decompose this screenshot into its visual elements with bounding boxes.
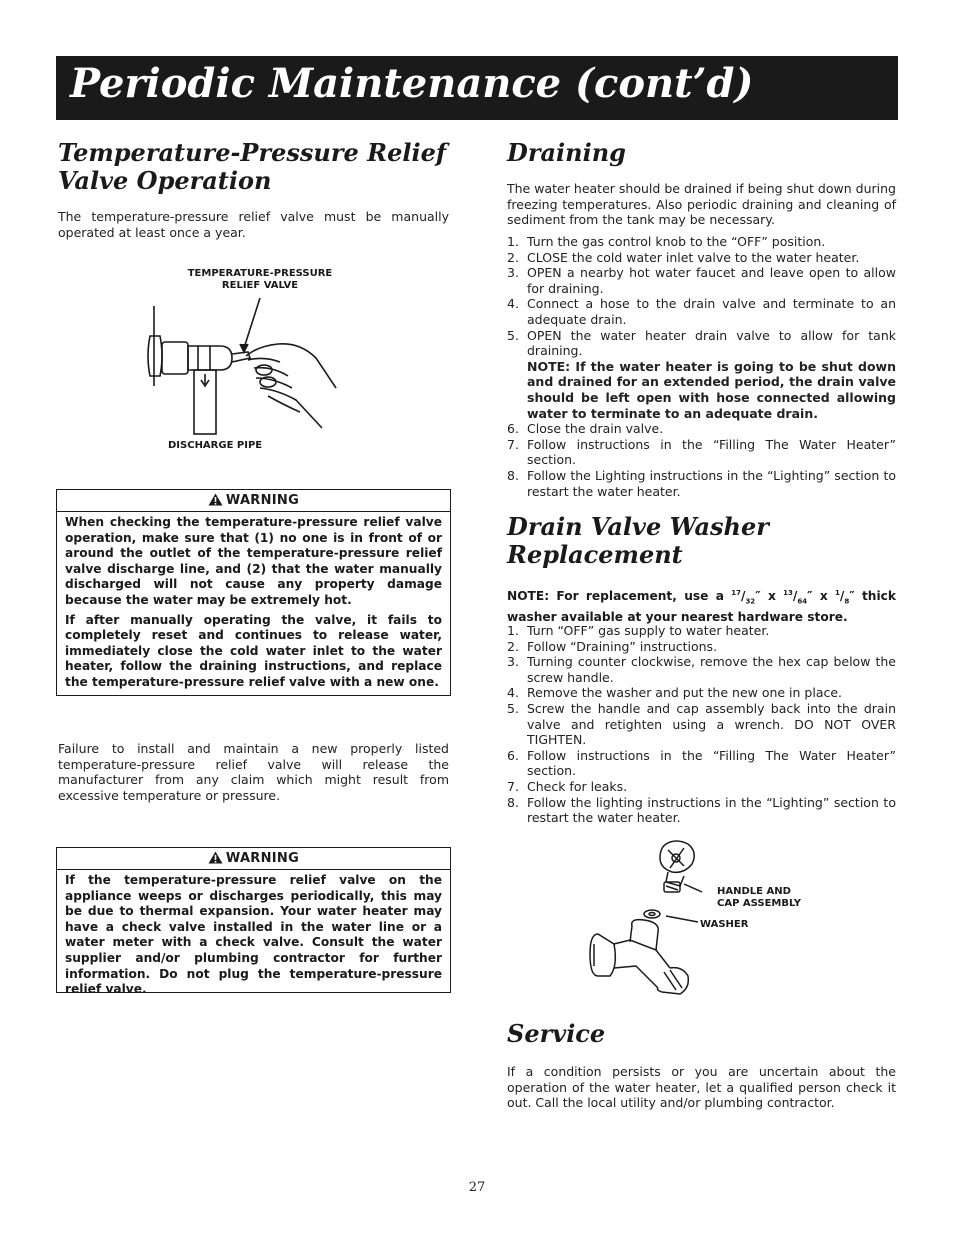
- tpr-intro: The temperature-pressure relief valve must be manually operated at least once a year.: [58, 209, 449, 240]
- list-item: 8. Follow the Lighting instructions in the “Lighting” section to restart the water heater.: [507, 467, 896, 499]
- warning-body-1: [57, 512, 450, 691]
- list-item: 6. Close the drain valve.: [507, 421, 664, 437]
- warning-box-1: [56, 489, 451, 696]
- washer-pointer-line: [666, 916, 698, 922]
- fig-label-handle-line1: HANDLE AND: [717, 886, 791, 897]
- fig-label-valve-line2: RELIEF VALVE: [221, 280, 299, 291]
- list-item: 5. Screw the handle and cap assembly back into the drain valve and retighten using a wrench. DO NOT OVER TIGHTEN.: [507, 700, 896, 748]
- list-item: 4. Remove the washer and put the new one in place.: [507, 685, 843, 701]
- relief-valve-illustration: [140, 296, 340, 436]
- list-item: 7. Follow instructions in the “Filling The Water Heater” section.: [507, 436, 896, 468]
- list-item: 3. OPEN a nearby hot water faucet and leave open to allow for draining.: [507, 265, 896, 296]
- washer-heading-line2: Replacement: [507, 540, 683, 569]
- warning-1-paragraph-2: If after manually operating the valve, it fails to completely reset and continues to release water, immediately close the cold water inlet to the water heater, follow the draining instructions, and replace the temperature-pressure relief valve with a new one.: [65, 612, 442, 689]
- fig-label-washer: WASHER: [700, 919, 749, 930]
- tpr-heading: [58, 139, 446, 195]
- list-item: 4. Connect a hose to the drain valve and terminate to an adequate drain.: [507, 296, 896, 327]
- fig-label-handle-line2: CAP ASSEMBLY: [717, 898, 802, 909]
- fig-label-valve: [150, 268, 370, 292]
- fig-label-handle: [717, 886, 801, 910]
- draining-intro: The water heater should be drained if being shut down during freezing temperatures. Also periodic draining and cleaning of sediment from the tank may be necessary.: [507, 181, 896, 227]
- warning-title-1: WARNING: [225, 493, 300, 508]
- page-banner: [56, 56, 898, 120]
- washer-heading-line1: Drain Valve Washer: [507, 512, 769, 541]
- washer-steps: [507, 623, 896, 826]
- list-item: 6. Follow instructions in the “Filling The Water Heater” section.: [507, 747, 896, 779]
- warning-triangle-icon: [208, 851, 223, 864]
- draining-steps: [507, 234, 896, 499]
- warning-1-paragraph-1: When checking the temperature-pressure relief valve operation, make sure that (1) no one is in front of or around the outlet of the temperature-pressure relief valve discharge line, and (2) that the water manually discharged will not cause any property damage because the water may be extremely hot.: [65, 515, 442, 607]
- warning-body-2: [57, 870, 450, 998]
- handle-pointer-line: [684, 884, 702, 892]
- warning-header-1: [57, 490, 450, 512]
- warning-header-2: [57, 848, 450, 870]
- tpr-heading-line1: Temperature-Pressure Relief: [58, 138, 447, 167]
- fig-label-valve-line1: TEMPERATURE-PRESSURE: [187, 268, 333, 279]
- warning-title-2: WARNING: [225, 851, 300, 866]
- list-item: 5. OPEN the water heater drain valve to allow for tank draining. NOTE: If the water heater is going to be shut down and drained for an extended period, the drain valve should be left open with hose connected allowing water to terminate to an adequate drain.: [507, 327, 896, 421]
- service-text: If a condition persists or you are uncertain about the operation of the water heater, let a qualified person check it out. Call the local utility and/or plumbing contractor.: [507, 1064, 896, 1110]
- draining-note: NOTE: If the water heater is going to be shut down and drained for an extended period, the drain valve should be left open with hose connected allowing water to terminate to an adequate drain.: [527, 358, 896, 421]
- list-item: 7. Check for leaks.: [507, 778, 628, 794]
- page-title: Periodic Maintenance (cont’d): [70, 60, 754, 107]
- tpr-heading-line2: Valve Operation: [58, 166, 272, 195]
- warning-box-2: [56, 847, 451, 997]
- fig-label-pipe: DISCHARGE PIPE: [168, 440, 263, 451]
- failure-text: Failure to install and maintain a new properly listed temperature-pressure relief valve will release the manufacturer from any claim which might result from excessive temperature or pressure.: [58, 741, 449, 803]
- warning-triangle-icon: [208, 493, 223, 506]
- warning-2-paragraph-1: If the temperature-pressure relief valve on the appliance weeps or discharges periodically, this may be due to thermal expansion. Your water heater may have a check valve installed in the water line or a water meter with a check valve. Consult the water supplier and/or plumbing contractor for further information. Do not plug the temperature-pressure relief valve.: [65, 873, 442, 997]
- list-item: 1. Turn “OFF” gas supply to water heater.: [507, 623, 770, 638]
- draining-heading: Draining: [507, 138, 626, 167]
- drain-valve-illustration: [580, 838, 720, 998]
- washer-note: NOTE: For replacement, use a $^{17}/_{32}''$ x $^{13}/_{64}''$ x $^1/_8''$ thick washer available at your nearest hardware store.: [507, 589, 896, 625]
- list-item: 2. Follow “Draining” instructions.: [507, 638, 718, 654]
- valve-pointer-line: [244, 298, 260, 348]
- list-item: 3. Turning counter clockwise, remove the hex cap below the screw handle.: [507, 654, 896, 685]
- washer-heading: [507, 513, 769, 569]
- service-heading: Service: [507, 1019, 606, 1048]
- page-number: 27: [468, 1180, 486, 1195]
- list-item: 8. Follow the lighting instructions in the “Lighting” section to restart the water heater.: [507, 794, 896, 826]
- list-item: 2. CLOSE the cold water inlet valve to the water heater.: [507, 249, 860, 265]
- list-item: 1. Turn the gas control knob to the “OFF” position.: [507, 234, 826, 249]
